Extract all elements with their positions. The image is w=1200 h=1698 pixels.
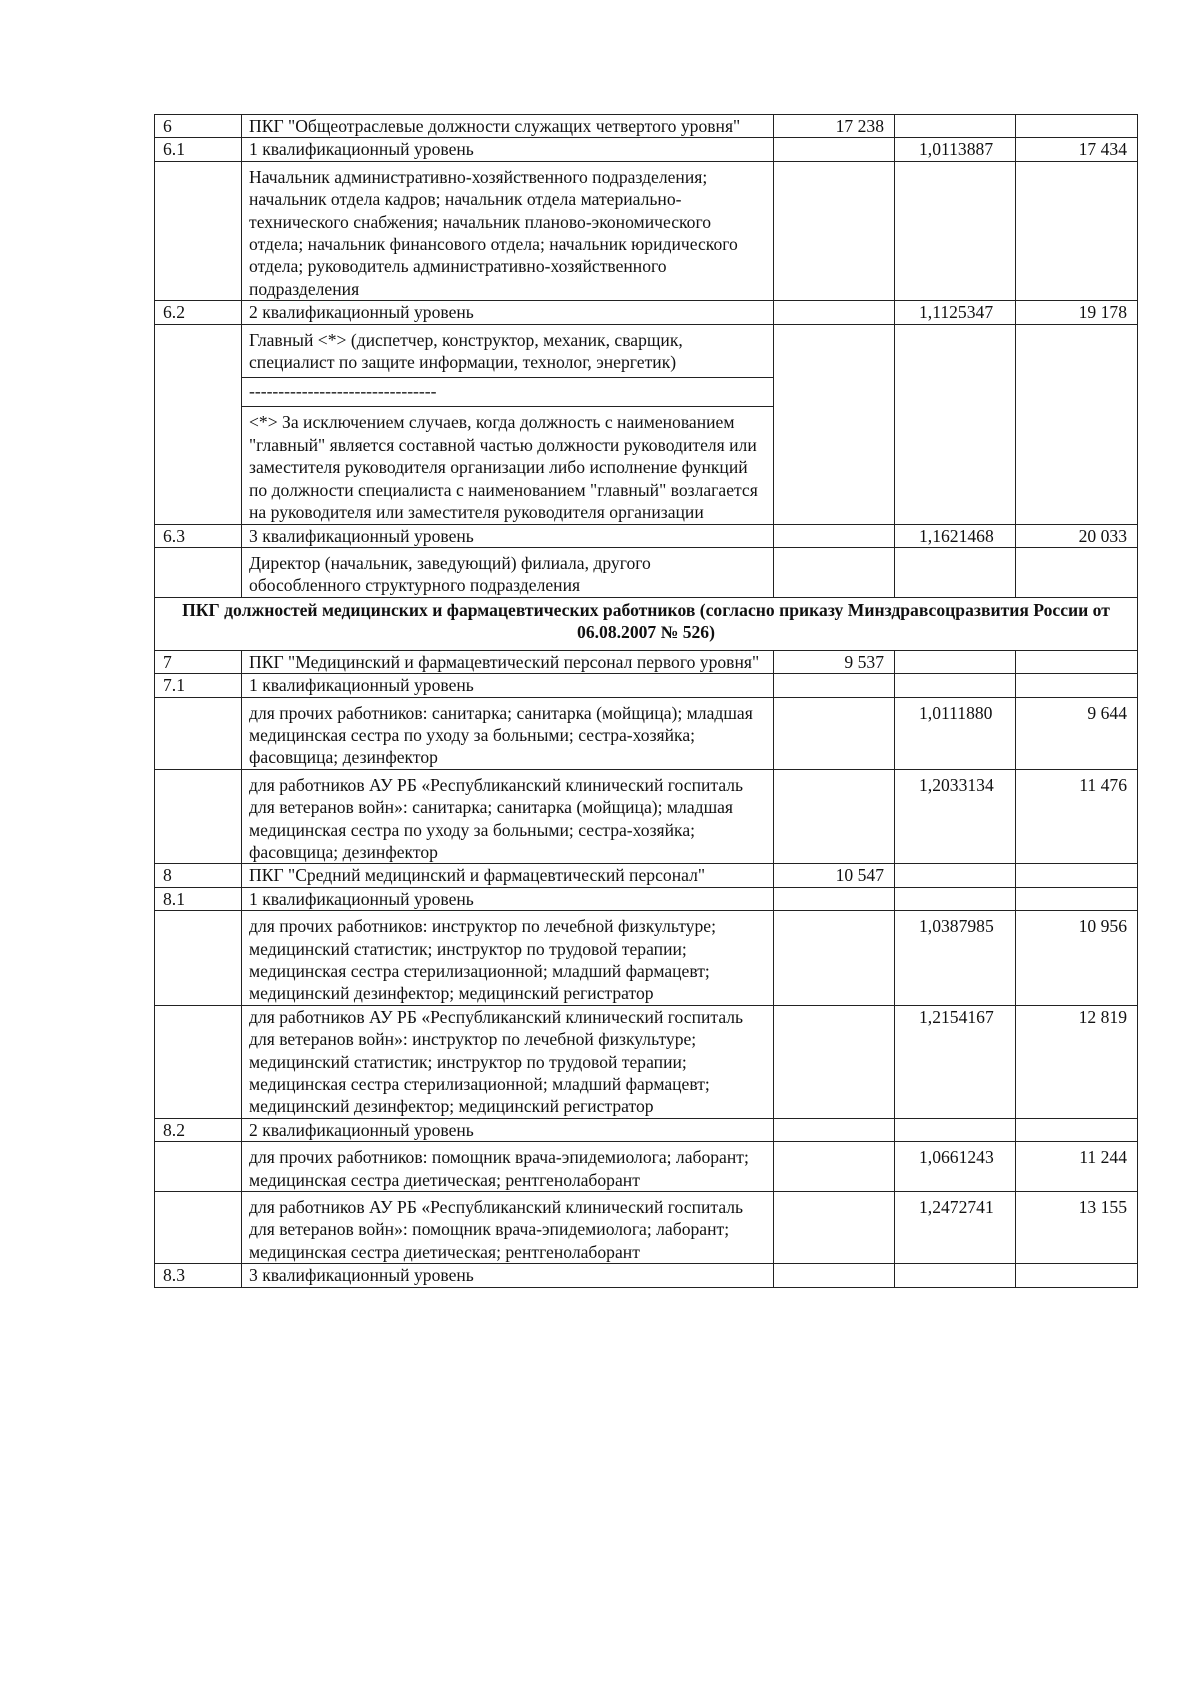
positions-list: для прочих работников: помощник врача-эпидемиолога; лаборант; медицинская сестра диетическая; рентгенолаборант xyxy=(242,1142,774,1192)
empty-cell xyxy=(774,697,895,769)
table-row xyxy=(155,864,1138,887)
empty-cell xyxy=(774,547,895,597)
empty-cell xyxy=(895,1118,1016,1141)
section-header: ПКГ должностей медицинских и фармацевтических работников (согласно приказу Минздравсоцразвития России от 06.08.2007 № 526) xyxy=(155,597,1138,650)
salary-table xyxy=(154,114,1138,1288)
empty-cell xyxy=(1016,1118,1138,1141)
table-row xyxy=(155,1118,1138,1141)
coefficient: 1,2154167 xyxy=(895,1005,1016,1118)
table-row xyxy=(155,697,1138,769)
positions-list: для работников АУ РБ «Республиканский клинический госпиталь для ветеранов войн»: помощник врача-эпидемиолога; лаборант; медицинская сестра диетическая; рентгенолаборант xyxy=(242,1192,774,1264)
empty-cell xyxy=(895,324,1016,524)
level-title: 3 квалификационный уровень xyxy=(242,1264,774,1287)
coefficient: 1,0387985 xyxy=(895,911,1016,1006)
empty-cell xyxy=(1016,864,1138,887)
salary: 19 178 xyxy=(1016,301,1138,324)
empty-cell xyxy=(774,674,895,697)
base-salary: 17 238 xyxy=(774,115,895,138)
salary: 11 244 xyxy=(1016,1142,1138,1192)
group-title: ПКГ "Медицинский и фармацевтический персонал первого уровня" xyxy=(242,650,774,673)
group-title: ПКГ "Средний медицинский и фармацевтический персонал" xyxy=(242,864,774,887)
coefficient: 1,1125347 xyxy=(895,301,1016,324)
empty-cell xyxy=(774,324,895,524)
empty-cell xyxy=(895,864,1016,887)
empty-cell xyxy=(1016,161,1138,300)
empty-cell xyxy=(774,1264,895,1287)
level-title: 3 квалификационный уровень xyxy=(242,524,774,547)
coefficient: 1,2033134 xyxy=(895,769,1016,864)
salary: 10 956 xyxy=(1016,911,1138,1006)
table-row xyxy=(155,138,1138,161)
table-row xyxy=(155,1264,1138,1287)
table-row xyxy=(155,674,1138,697)
empty-cell xyxy=(774,887,895,910)
table-row xyxy=(155,650,1138,673)
level-title: 1 квалификационный уровень xyxy=(242,138,774,161)
empty-cell xyxy=(1016,650,1138,673)
empty-cell xyxy=(1016,887,1138,910)
row-number: 8 xyxy=(155,864,242,887)
empty-cell xyxy=(774,769,895,864)
empty-cell xyxy=(155,1005,242,1118)
coefficient: 1,1621468 xyxy=(895,524,1016,547)
empty-cell xyxy=(1016,115,1138,138)
empty-cell xyxy=(155,1142,242,1192)
empty-cell xyxy=(895,650,1016,673)
empty-cell xyxy=(774,138,895,161)
row-number: 7 xyxy=(155,650,242,673)
salary: 12 819 xyxy=(1016,1005,1138,1118)
level-title: 1 квалификационный уровень xyxy=(242,674,774,697)
row-number: 8.1 xyxy=(155,887,242,910)
empty-cell xyxy=(774,524,895,547)
table-row xyxy=(155,1005,1138,1118)
footnote-text: <*> За исключением случаев, когда должность с наименованием "главный" является составной частью должности руководителя или заместителя руководителя организации либо исполнение функций по должности специалиста с наименованием "главный" возлагается на руководителя или заместителя руководителя организации xyxy=(242,406,773,523)
row-number: 6 xyxy=(155,115,242,138)
empty-cell xyxy=(155,1192,242,1264)
base-salary: 10 547 xyxy=(774,864,895,887)
row-number: 6.3 xyxy=(155,524,242,547)
coefficient: 1,2472741 xyxy=(895,1192,1016,1264)
empty-cell xyxy=(155,697,242,769)
level-title: 1 квалификационный уровень xyxy=(242,887,774,910)
row-number: 6.2 xyxy=(155,301,242,324)
empty-cell xyxy=(155,324,242,524)
salary: 11 476 xyxy=(1016,769,1138,864)
empty-cell xyxy=(774,1142,895,1192)
group-title: ПКГ "Общеотраслевые должности служащих четвертого уровня" xyxy=(242,115,774,138)
table-row xyxy=(155,524,1138,547)
empty-cell xyxy=(155,911,242,1006)
positions-list: для прочих работников: инструктор по лечебной физкультуре; медицинский статистик; инструктор по трудовой терапии; медицинская сестра стерилизационной; младший фармацевт; медицинский дезинфектор; медицинский регистратор xyxy=(242,911,774,1006)
empty-cell xyxy=(155,769,242,864)
empty-cell xyxy=(774,1005,895,1118)
table-row xyxy=(155,769,1138,864)
table-row xyxy=(155,161,1138,300)
empty-cell xyxy=(774,911,895,1006)
positions-list: для работников АУ РБ «Республиканский клинический госпиталь для ветеранов войн»: инструктор по лечебной физкультуре; медицинский статистик; инструктор по трудовой терапии; медицинская сестра стерилизационной; младший фармацевт; медицинский дезинфектор; медицинский регистратор xyxy=(242,1005,774,1118)
empty-cell xyxy=(155,547,242,597)
empty-cell xyxy=(895,161,1016,300)
table-row xyxy=(155,911,1138,1006)
table-row xyxy=(155,547,1138,597)
table-row xyxy=(155,115,1138,138)
positions-list: Главный <*> (диспетчер, конструктор, механик, сварщик, специалист по защите информации, технолог, энергетик) xyxy=(249,329,683,373)
empty-cell xyxy=(895,674,1016,697)
coefficient: 1,0111880 xyxy=(895,697,1016,769)
salary: 17 434 xyxy=(1016,138,1138,161)
empty-cell xyxy=(774,161,895,300)
empty-cell xyxy=(774,301,895,324)
salary-table-page xyxy=(154,114,1137,1288)
positions-list: для прочих работников: санитарка; санитарка (мойщица); младшая медицинская сестра по уходу за больными; сестра-хозяйка; фасовщица; дезинфектор xyxy=(242,697,774,769)
row-number: 6.1 xyxy=(155,138,242,161)
table-row xyxy=(155,1142,1138,1192)
table-row xyxy=(155,324,1138,524)
empty-cell xyxy=(155,161,242,300)
table-row xyxy=(155,1192,1138,1264)
salary: 20 033 xyxy=(1016,524,1138,547)
empty-cell xyxy=(895,1264,1016,1287)
empty-cell xyxy=(774,1192,895,1264)
row-number: 8.3 xyxy=(155,1264,242,1287)
empty-cell xyxy=(895,547,1016,597)
positions-list: для работников АУ РБ «Республиканский клинический госпиталь для ветеранов войн»: санитарка; санитарка (мойщица); младшая медицинская сестра по уходу за больными; сестра-хозяйка; фасовщица; дезинфектор xyxy=(242,769,774,864)
footnote-separator: -------------------------------- xyxy=(249,381,437,402)
empty-cell xyxy=(1016,674,1138,697)
empty-cell xyxy=(895,115,1016,138)
table-row xyxy=(155,301,1138,324)
row-number: 8.2 xyxy=(155,1118,242,1141)
level-title: 2 квалификационный уровень xyxy=(242,1118,774,1141)
salary: 9 644 xyxy=(1016,697,1138,769)
empty-cell xyxy=(895,887,1016,910)
salary: 13 155 xyxy=(1016,1192,1138,1264)
level-title: 2 квалификационный уровень xyxy=(242,301,774,324)
empty-cell xyxy=(1016,1264,1138,1287)
coefficient: 1,0113887 xyxy=(895,138,1016,161)
empty-cell xyxy=(774,1118,895,1141)
empty-cell xyxy=(1016,324,1138,524)
section-header-row xyxy=(155,597,1138,650)
row-number: 7.1 xyxy=(155,674,242,697)
base-salary: 9 537 xyxy=(774,650,895,673)
positions-list: Начальник административно-хозяйственного подразделения; начальник отдела кадров; начальник отдела материально-технического снабжения; начальник планово-экономического отдела; начальник финансового отдела; начальник юридического отдела; руководитель административно-хозяйственного подразделения xyxy=(242,161,774,300)
positions-list: Директор (начальник, заведующий) филиала, другого обособленного структурного подразделения xyxy=(242,547,774,597)
positions-block xyxy=(242,324,774,524)
coefficient: 1,0661243 xyxy=(895,1142,1016,1192)
table-row xyxy=(155,887,1138,910)
empty-cell xyxy=(1016,547,1138,597)
